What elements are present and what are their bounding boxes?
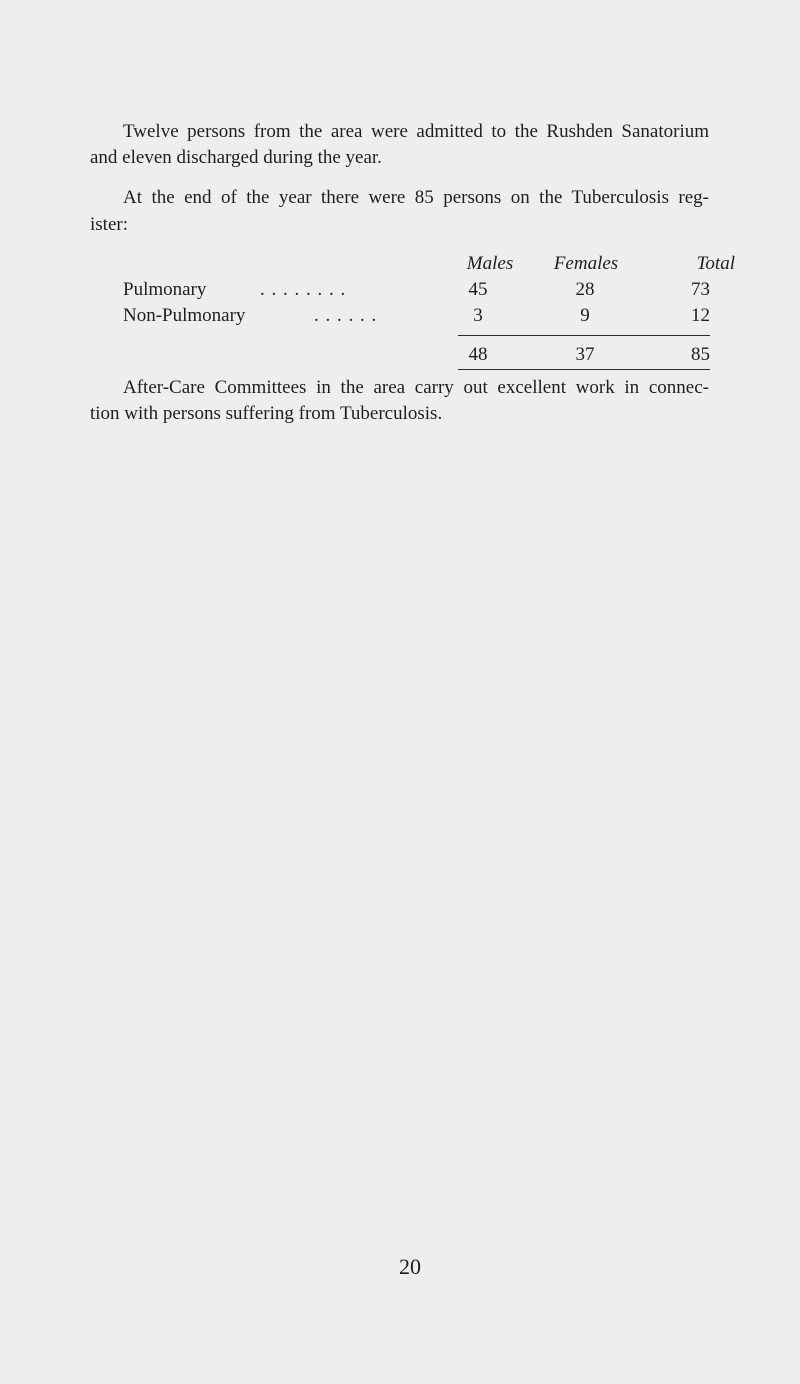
paragraph-1-line-1: Twelve persons from the area were admitted to the Rushden Sanatorium xyxy=(123,121,709,142)
paragraph-1-line-2: and eleven discharged during the year. xyxy=(90,147,382,168)
header-males: Males xyxy=(466,253,514,274)
header-total: Total xyxy=(696,253,735,274)
dot-leaders: . . . . . . xyxy=(314,305,378,326)
total-males: 48 xyxy=(468,344,488,365)
total-total: 85 xyxy=(691,344,710,365)
row-label-pulmonary: Pulmonary xyxy=(123,279,207,300)
dot-leaders: . . . . . . . . xyxy=(260,279,347,300)
paragraph-2-line-2: ister: xyxy=(90,214,128,235)
cell-pulmonary-total: 73 xyxy=(691,279,710,300)
cell-non-pulmonary-males: 3 xyxy=(473,305,483,326)
cell-non-pulmonary-females: 9 xyxy=(580,305,590,326)
cell-non-pulmonary-total: 12 xyxy=(691,305,710,326)
table-rule-bottom xyxy=(458,369,710,370)
table-rule-top xyxy=(458,335,710,336)
row-label-non-pulmonary: Non-Pulmonary xyxy=(123,305,246,326)
total-females: 37 xyxy=(575,344,595,365)
cell-pulmonary-males: 45 xyxy=(468,279,488,300)
paragraph-3-line-2: tion with persons suffering from Tuberculosis. xyxy=(90,403,443,424)
page-number: 20 xyxy=(399,1254,421,1279)
paragraph-2-line-1: At the end of the year there were 85 persons on the Tuberculosis reg- xyxy=(123,187,709,208)
cell-pulmonary-females: 28 xyxy=(575,279,595,300)
header-females: Females xyxy=(553,253,619,274)
paragraph-3-line-1: After-Care Committees in the area carry out excellent work in connec- xyxy=(123,377,709,398)
